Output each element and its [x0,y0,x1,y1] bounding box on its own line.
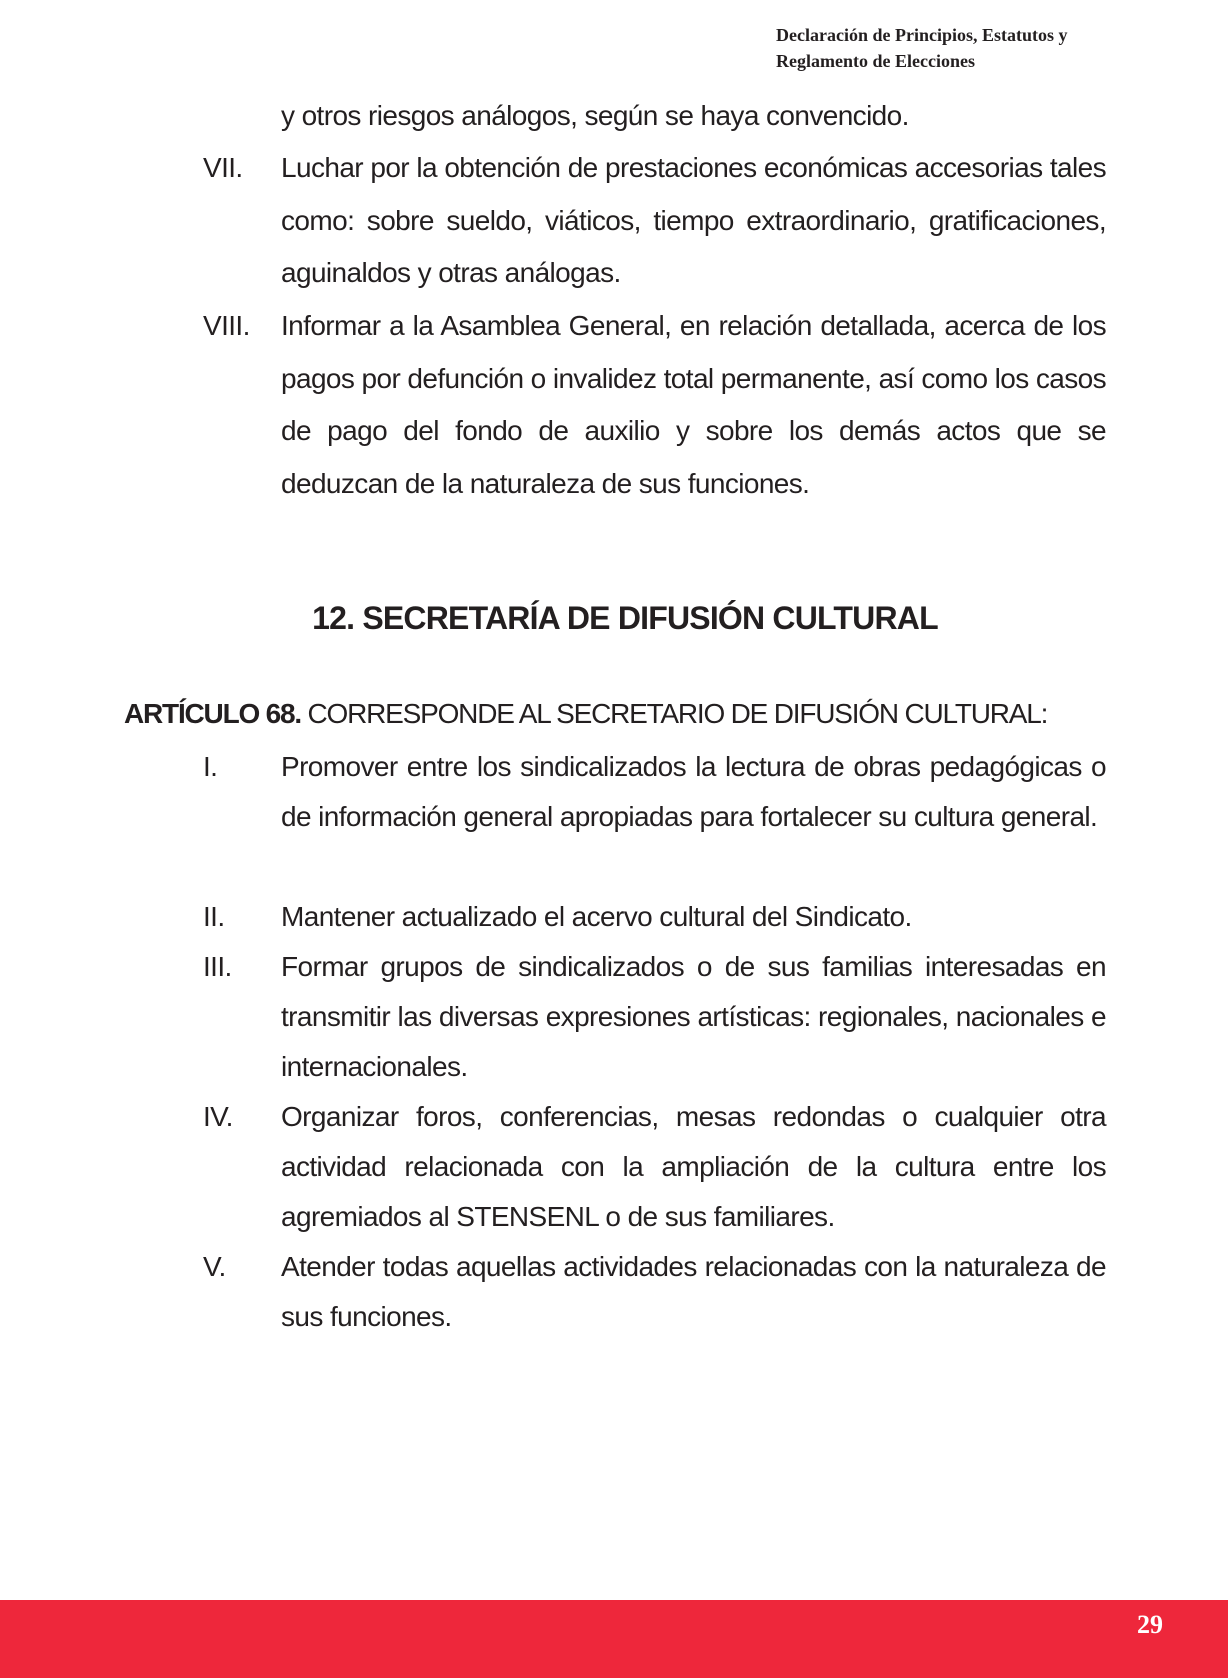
list-item [203,942,1106,1092]
header-line-1: Declaración de Principios, Estatutos y [776,25,1068,45]
section-title: 12. SECRETARÍA DE DIFUSIÓN CULTURAL [312,600,938,636]
list-item [203,1242,1106,1342]
item-text: Luchar por la obtención de prestaciones económicas accesorias tales como: sobre sueldo, viáticos, tiempo extraordinario, gratificaciones, aguinaldos y otras análogas. [281,152,1106,288]
item-text: Atender todas aquellas actividades relacionadas con la naturaleza de sus funciones. [281,1251,1106,1332]
item-text: Informar a la Asamblea General, en relación detallada, acerca de los pagos por defunción o invalidez total permanente, así como los casos de pago del fondo de auxilio y sobre los demás actos que se deduzcan de la naturaleza de sus funciones. [281,310,1106,499]
list-item [203,142,1106,300]
continuation-text: y otros riesgos análogos, según se haya convencido. [281,100,909,131]
item-text: Organizar foros, conferencias, mesas redondas o cualquier otra actividad relacionada con la ampliación de la cultura entre los agremiados al STENSENL o de sus familiares. [281,1101,1106,1232]
item-number: VII. [203,152,243,183]
page-number: 29 [1137,1610,1163,1639]
item-number: III. [203,951,232,982]
item-number: II. [203,901,225,932]
list-item [203,742,1106,842]
article-heading-text: CORRESPONDE AL SECRETARIO DE DIFUSIÓN CULTURAL: [300,698,1048,729]
header-line-2: Reglamento de Elecciones [776,51,975,71]
item-text: Mantener actualizado el acervo cultural del Sindicato. [281,901,912,932]
article-heading [124,694,1106,734]
footer-bar [0,1600,1228,1678]
running-header [776,22,1216,74]
list-item [203,300,1106,510]
article-label: ARTÍCULO 68. [124,698,301,729]
item-number: I. [203,751,218,782]
item-text: Formar grupos de sindicalizados o de sus familias interesadas en transmitir las diversas expresiones artísticas: regionales, nacionales e internacionales. [281,951,1106,1082]
item-number: VIII. [203,310,250,341]
item-number: IV. [203,1101,233,1132]
item-number: V. [203,1251,226,1282]
list-item [203,892,1106,942]
item-text: Promover entre los sindicalizados la lectura de obras pedagógicas o de información general apropiadas para fortalecer su cultura general. [281,751,1106,832]
list-item [203,1092,1106,1242]
